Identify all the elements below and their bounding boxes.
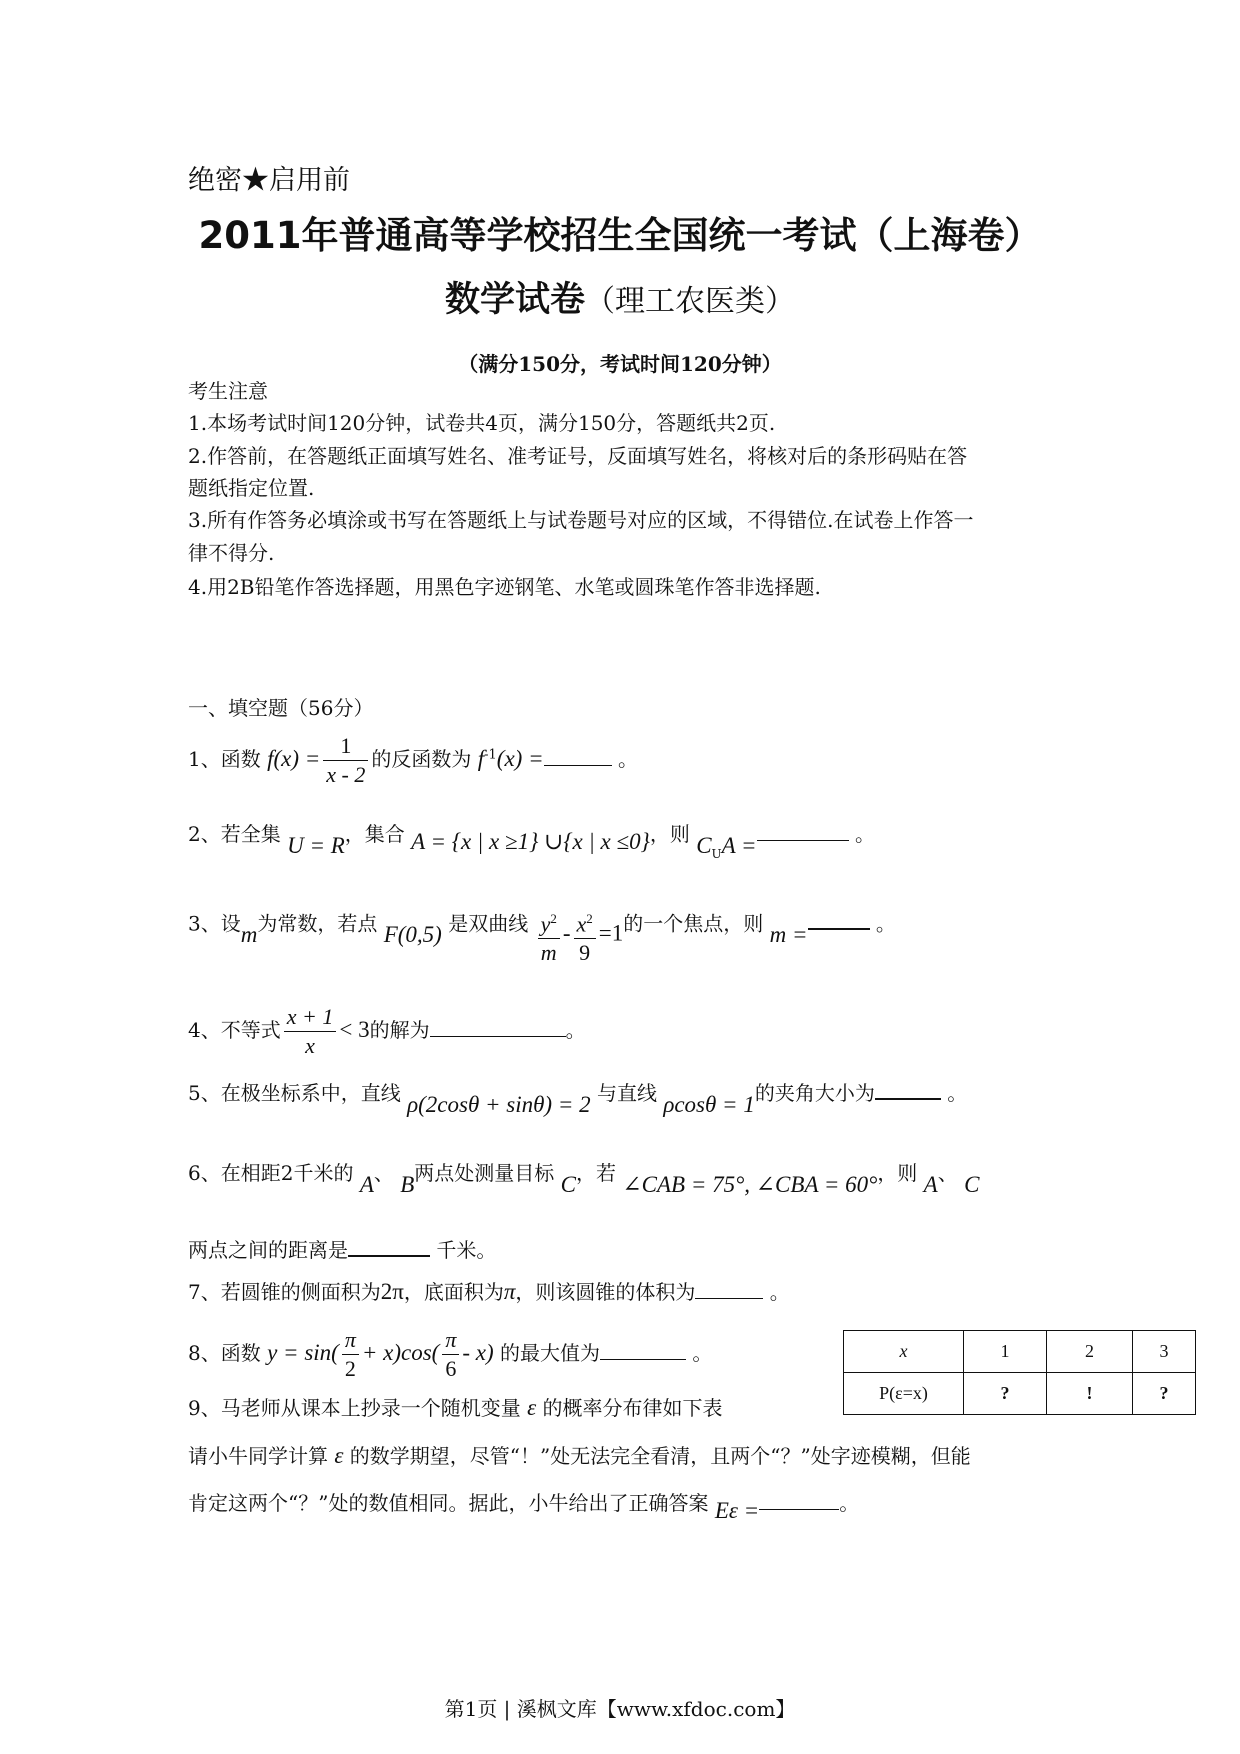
question-2: 2、若全集 U = R，集合 A = {x | x ≥1} ∪{x | x ≤0}，则 $C_UA$ = 。 [188,822,875,861]
question-1: 1、函数 f(x) = $\frac{1}{x - 2}$ 的反函数为 $f^{-1}(x)$ = 。 [188,733,638,787]
answer-blank [600,1341,686,1360]
question-5: 5、在极坐标系中，直线 ρ(2cosθ + sinθ) = 2 与直线 ρcosθ = 1的夹角大小为 。 [188,1081,968,1117]
subtitle-category: （理工农医类） [585,284,795,319]
table-cell: 1 [964,1331,1047,1373]
table-cell: ? [1133,1373,1196,1415]
notice-item: 3.所有作答务必填涂或书写在答题纸上与试卷题号对应的区域，不得错位.在试卷上作答一 [188,508,974,532]
notice-item: 题纸指定位置. [188,476,315,500]
score-line: （满分150分，考试时间120分钟） [458,352,782,376]
notice-heading: 考生注意 [188,379,268,403]
question-9: 9、马老师从课本上抄录一个随机变量 ε 的概率分布律如下表 [188,1395,723,1420]
notice-item: 2.作答前，在答题纸正面填写姓名、准考证号，反面填写姓名，将核对后的条形码贴在答 [188,444,968,468]
question-6: 6、在相距2千米的 A、 B两点处测量目标 C，若 ∠CAB = 75°, ∠CBA = 60°，则 A、 C [188,1161,980,1197]
section-heading: 一、填空题（56分） [188,696,374,720]
page-footer: 第1页 | 溪枫文库【www.xfdoc.com】 [444,1697,796,1721]
table-cell: x [844,1331,964,1373]
exam-subtitle [0,272,1240,322]
table-row [844,1373,1196,1415]
table-row [844,1331,1196,1373]
notice-item: 1.本场考试时间120分钟，试卷共4页，满分150分，答题纸共2页. [188,411,776,435]
answer-blank [348,1237,430,1257]
table-cell: ! [1047,1373,1133,1415]
exam-title: 2011年普通高等学校招生全国统一考试（上海卷） [198,214,1042,257]
answer-blank [808,910,870,930]
table-cell: ? [964,1373,1047,1415]
question-3: 3、设m为常数，若点 F(0,5) 是双曲线 $\frac{y^2}{m}$ - $\frac{x^2}{9}$ =1的一个焦点，则 m = 。 [188,905,896,967]
answer-blank [875,1080,941,1100]
subtitle-main: 数学试卷 [444,280,585,320]
probability-table [843,1330,1196,1415]
question-7: 7、若圆锥的侧面积为2π，底面积为π，则该圆锥的体积为 。 [188,1279,790,1304]
notice-item: 4.用2B铅笔作答选择题，用黑色字迹钢笔、水笔或圆珠笔作答非选择题. [188,575,821,599]
question-8: 8、函数 y = sin( $\frac{\pi}{2}$ + x)cos( $\frac{\pi}{6}$ - x) 的最大值为 。 [188,1327,713,1381]
question-9-line2: 请小牛同学计算 ε 的数学期望，尽管“！”处无法完全看清，且两个“？”处字迹模糊，但能 [188,1443,971,1468]
answer-blank [430,1018,566,1037]
table-cell: P(ε=x) [844,1373,964,1415]
answer-blank [695,1280,763,1299]
answer-blank [759,1491,839,1510]
question-6-cont: 两点之间的距离是 千米。 [188,1238,497,1262]
answer-blank [544,747,612,766]
question-4: 4、不等式 $\frac{x + 1}{x}$ < 3的解为 。 [188,1004,586,1058]
secret-label: 绝密★启用前 [188,165,350,196]
notice-item: 律不得分. [188,541,275,565]
answer-blank [757,822,849,841]
question-9-line3: 肯定这两个“？”处的数值相同。据此，小牛给出了正确答案 Eε = 。 [188,1491,860,1523]
table-cell: 3 [1133,1331,1196,1373]
table-cell: 2 [1047,1331,1133,1373]
